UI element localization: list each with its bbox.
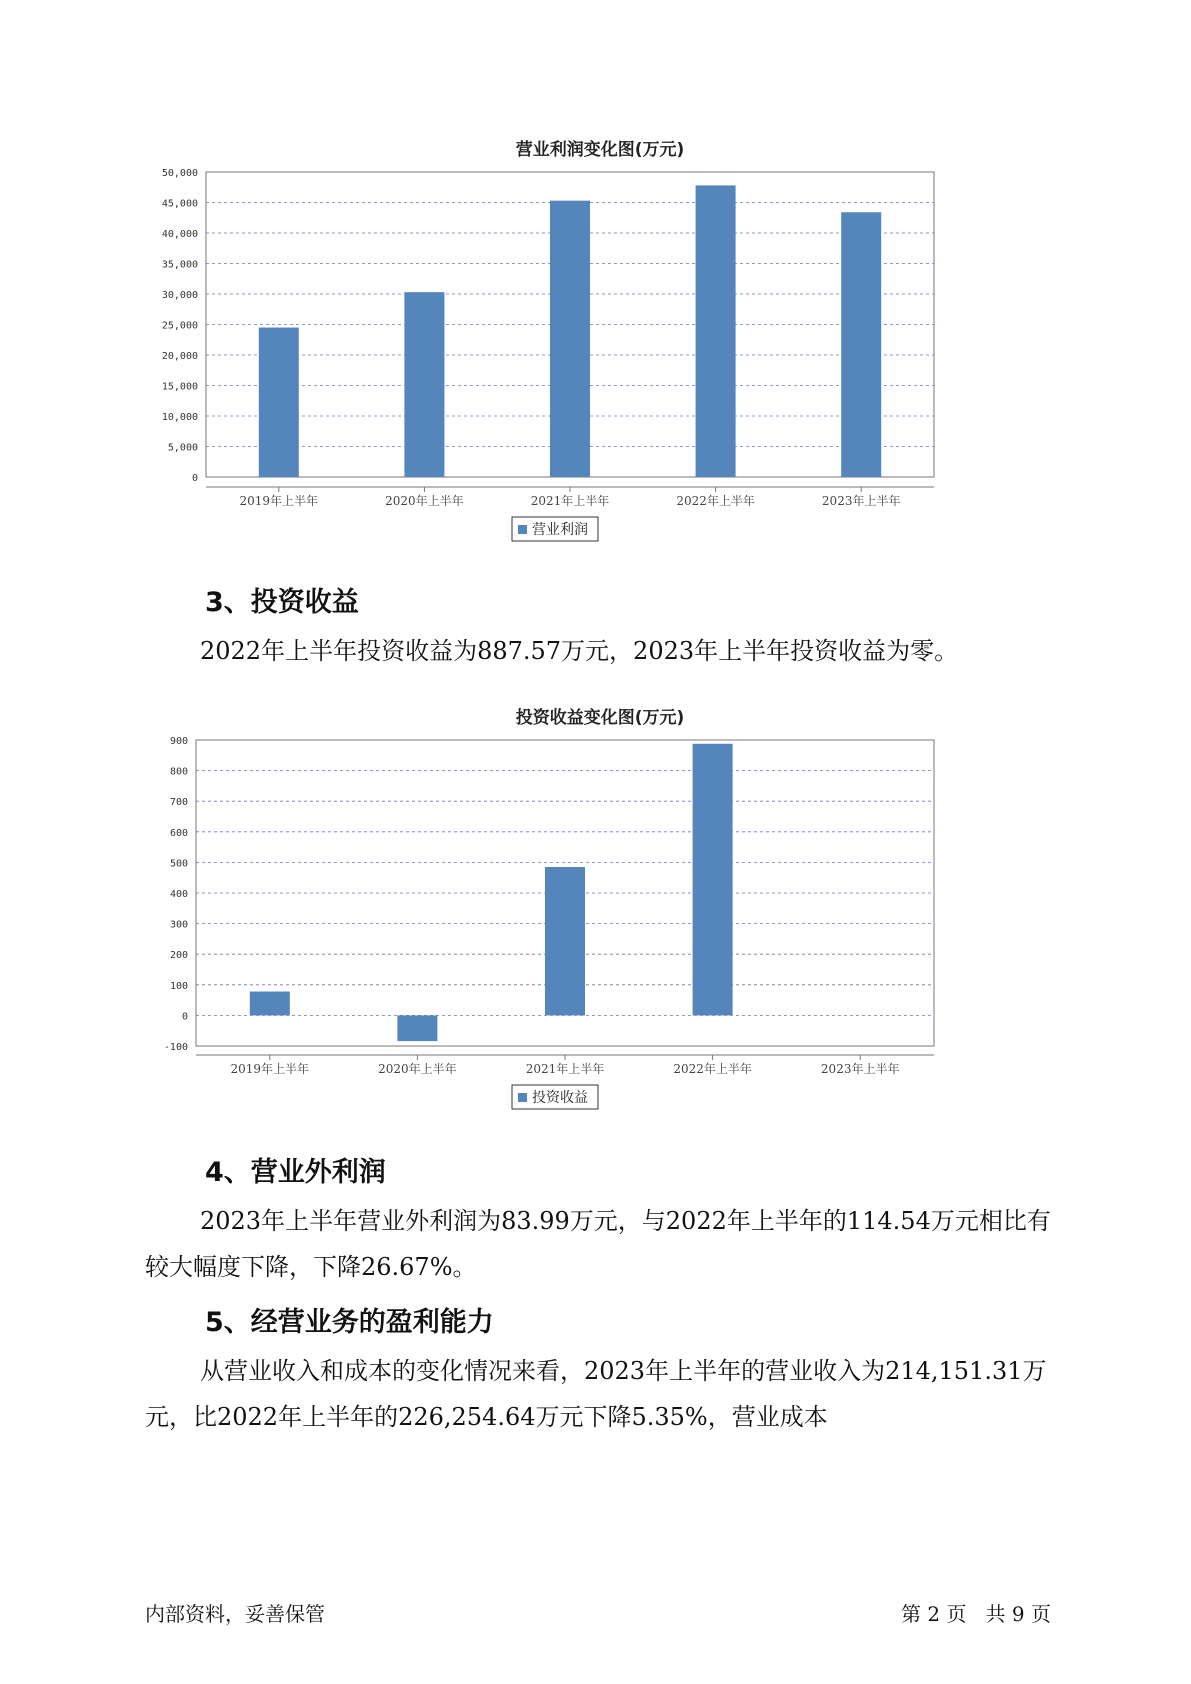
y-tick-label: 45,000 xyxy=(161,198,198,210)
legend-label: 投资收益 xyxy=(532,1090,588,1106)
chart-title: 营业利润变化图(万元) xyxy=(515,140,685,160)
y-tick-label: -100 xyxy=(163,1042,188,1053)
x-tick-label: 2022年上半年 xyxy=(673,1062,752,1076)
y-tick-label: 40,000 xyxy=(161,229,198,240)
y-tick-label: 35,000 xyxy=(161,259,198,271)
y-tick-label: 400 xyxy=(169,889,188,900)
x-tick-label: 2020年上半年 xyxy=(378,1062,457,1076)
y-tick-label: 0 xyxy=(191,473,198,484)
section-heading-non-operating-profit: 4、营业外利润 xyxy=(205,1157,386,1188)
bar xyxy=(550,201,590,477)
x-tick-label: 2022年上半年 xyxy=(676,494,755,508)
bar xyxy=(693,744,733,1016)
bar xyxy=(259,328,299,477)
y-tick-label: 300 xyxy=(169,919,188,931)
section-heading-investment-income: 3、投资收益 xyxy=(205,587,359,618)
y-tick-label: 20,000 xyxy=(161,351,198,362)
y-tick-label: 50,000 xyxy=(161,168,198,179)
y-tick-label: 500 xyxy=(169,858,188,870)
legend-swatch xyxy=(518,525,527,534)
x-tick-label: 2021年上半年 xyxy=(525,1062,605,1076)
legend xyxy=(512,517,598,541)
bar xyxy=(696,185,736,477)
y-tick-label: 100 xyxy=(169,980,188,992)
x-tick-label: 2019年上半年 xyxy=(239,494,319,508)
y-tick-label: 800 xyxy=(169,766,188,778)
x-tick-label: 2019年上半年 xyxy=(230,1062,310,1076)
legend-label: 营业利润 xyxy=(532,522,588,538)
y-tick-label: 200 xyxy=(169,950,188,962)
bar xyxy=(404,292,444,477)
y-tick-label: 30,000 xyxy=(161,290,198,301)
chart-title: 投资收益变化图(万元) xyxy=(515,708,685,728)
section-heading-profitability: 5、经营业务的盈利能力 xyxy=(205,1307,494,1338)
paragraph-investment-income: 2022年上半年投资收益为887.57万元，2023年上半年投资收益为零。 xyxy=(200,637,959,665)
bar xyxy=(841,212,881,477)
x-tick-label: 2023年上半年 xyxy=(820,1062,900,1076)
y-tick-label: 0 xyxy=(181,1011,188,1023)
bar xyxy=(397,1015,437,1041)
operating-profit-chart xyxy=(150,135,1050,555)
bar xyxy=(545,867,585,1015)
y-tick-label: 15,000 xyxy=(161,381,198,393)
y-tick-label: 5,000 xyxy=(167,442,198,454)
paragraph-non-operating-profit: 2023年上半年营业外利润为83.99万元，与2022年上半年的114.54万元相比有较大幅度下降，下降26.67%。 xyxy=(145,1207,1051,1281)
x-tick-label: 2021年上半年 xyxy=(530,494,610,508)
y-tick-label: 10,000 xyxy=(161,412,198,423)
y-tick-label: 700 xyxy=(169,797,188,809)
investment-income-chart xyxy=(150,703,1050,1123)
x-tick-label: 2020年上半年 xyxy=(385,494,464,508)
y-tick-label: 900 xyxy=(169,736,188,747)
legend xyxy=(512,1085,598,1109)
y-tick-label: 600 xyxy=(169,827,188,839)
footer-confidential-note: 内部资料，妥善保管 xyxy=(145,1602,325,1626)
bar xyxy=(250,992,290,1016)
legend-swatch xyxy=(518,1093,527,1102)
footer-page-number: 第 2 页 共 9 页 xyxy=(901,1602,1051,1626)
x-tick-label: 2023年上半年 xyxy=(821,494,901,508)
y-tick-label: 25,000 xyxy=(161,320,198,332)
chart-svg xyxy=(150,703,1050,1123)
paragraph-profitability: 从营业收入和成本的变化情况来看，2023年上半年的营业收入为214,151.31万元，比2022年上半年的226,254.64万元下降5.35%，营业成本 xyxy=(145,1357,1047,1431)
chart-svg xyxy=(150,135,1050,555)
